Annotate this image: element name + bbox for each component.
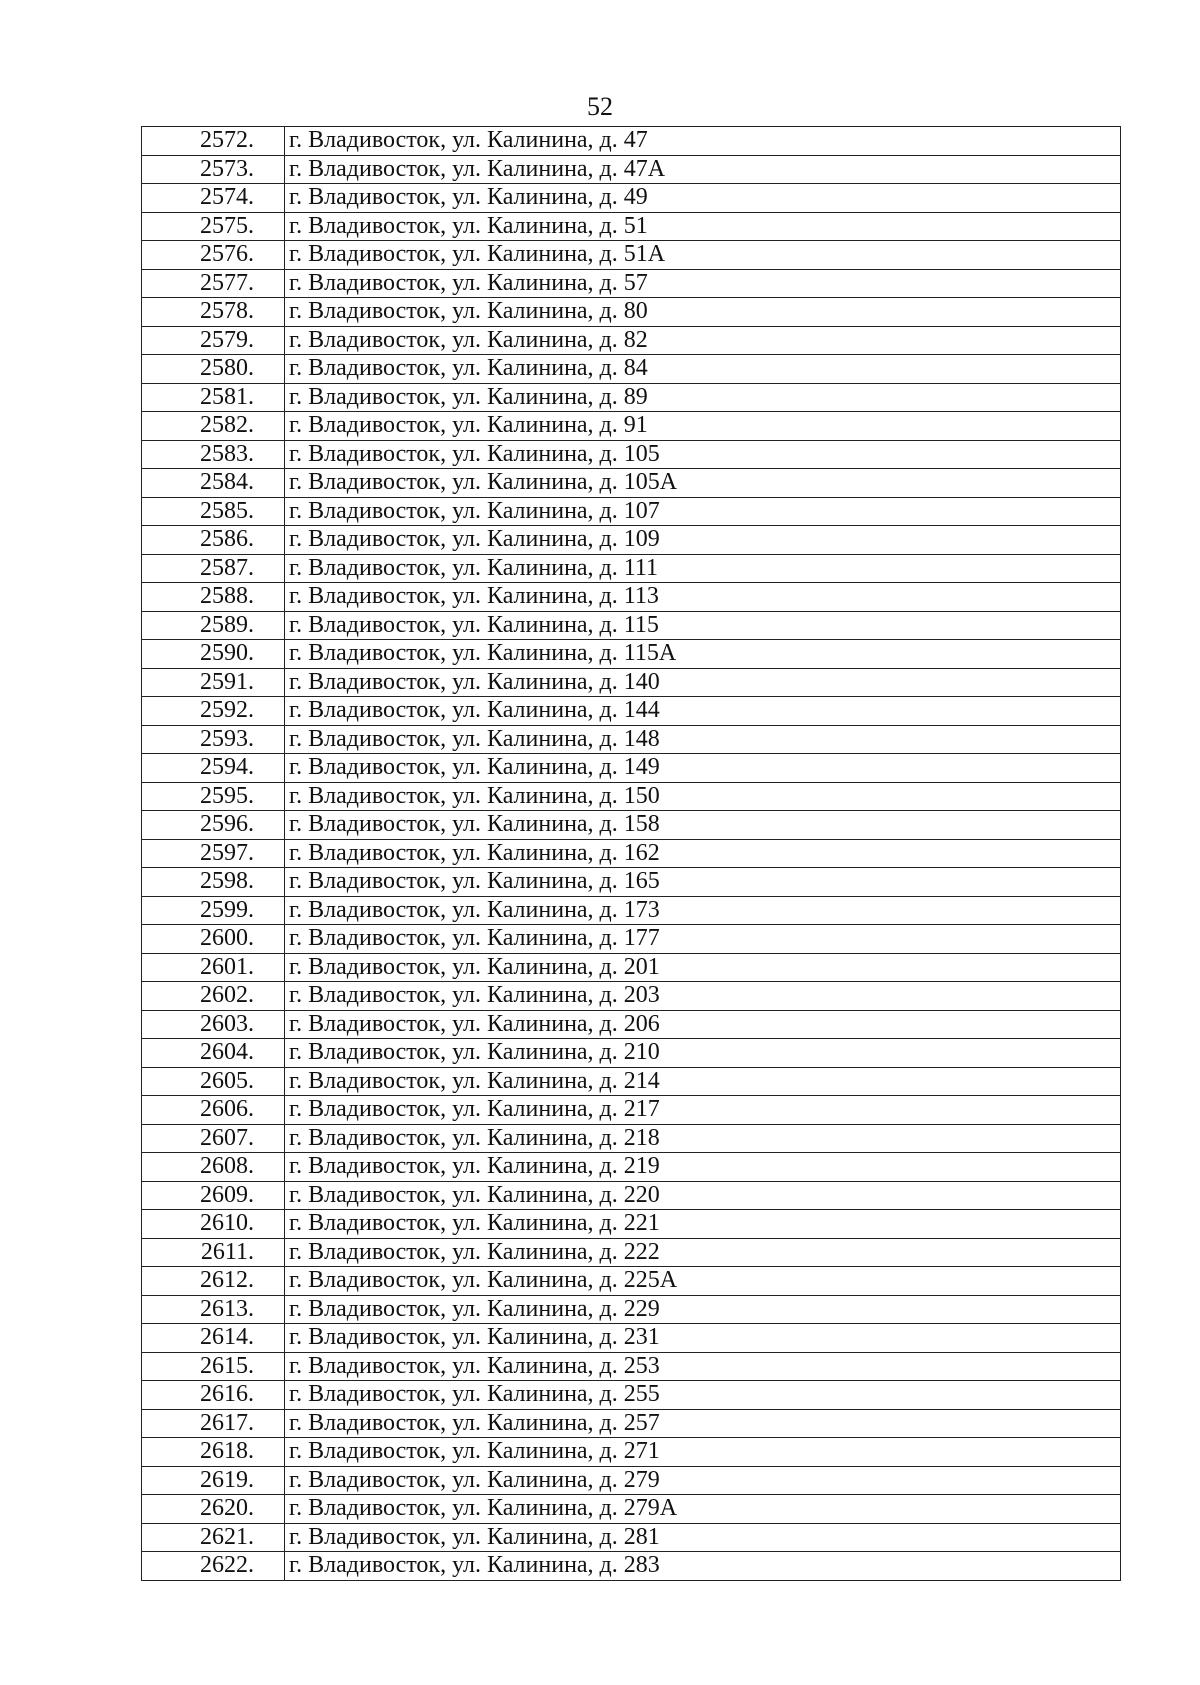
row-number: 2621. (142, 1523, 285, 1552)
row-number: 2622. (142, 1552, 285, 1581)
table-row (142, 640, 1121, 669)
table-row (142, 697, 1121, 726)
table-row (142, 127, 1121, 156)
row-number: 2580. (142, 355, 285, 384)
table-row (142, 1238, 1121, 1267)
row-number: 2583. (142, 440, 285, 469)
row-number: 2612. (142, 1267, 285, 1296)
table-row (142, 583, 1121, 612)
row-number: 2578. (142, 298, 285, 327)
row-number: 2620. (142, 1495, 285, 1524)
page-number: 52 (587, 92, 613, 121)
row-address: г. Владивосток, ул. Калинина, д. 148 (285, 725, 1121, 754)
row-address: г. Владивосток, ул. Калинина, д. 229 (285, 1295, 1121, 1324)
row-address: г. Владивосток, ул. Калинина, д. 80 (285, 298, 1121, 327)
table-row (142, 155, 1121, 184)
row-number: 2581. (142, 383, 285, 412)
row-number: 2615. (142, 1352, 285, 1381)
row-number: 2592. (142, 697, 285, 726)
row-number: 2589. (142, 611, 285, 640)
table-row (142, 982, 1121, 1011)
table-row (142, 668, 1121, 697)
table-row (142, 383, 1121, 412)
row-number: 2602. (142, 982, 285, 1011)
row-number: 2610. (142, 1210, 285, 1239)
row-number: 2606. (142, 1096, 285, 1125)
row-number: 2593. (142, 725, 285, 754)
table-row (142, 440, 1121, 469)
row-number: 2598. (142, 868, 285, 897)
row-number: 2586. (142, 526, 285, 555)
table-row (142, 1381, 1121, 1410)
table-row (142, 1523, 1121, 1552)
table-row (142, 754, 1121, 783)
row-address: г. Владивосток, ул. Калинина, д. 253 (285, 1352, 1121, 1381)
table-row (142, 1552, 1121, 1581)
row-number: 2601. (142, 953, 285, 982)
row-number: 2573. (142, 155, 285, 184)
row-number: 2575. (142, 212, 285, 241)
row-number: 2576. (142, 241, 285, 270)
row-number: 2595. (142, 782, 285, 811)
row-address: г. Владивосток, ул. Калинина, д. 231 (285, 1324, 1121, 1353)
table-row (142, 1096, 1121, 1125)
row-address: г. Владивосток, ул. Калинина, д. 105А (285, 469, 1121, 498)
row-address: г. Владивосток, ул. Калинина, д. 89 (285, 383, 1121, 412)
row-address: г. Владивосток, ул. Калинина, д. 271 (285, 1438, 1121, 1467)
table-row (142, 1010, 1121, 1039)
table-row (142, 1438, 1121, 1467)
row-address: г. Владивосток, ул. Калинина, д. 217 (285, 1096, 1121, 1125)
row-number: 2605. (142, 1067, 285, 1096)
row-number: 2616. (142, 1381, 285, 1410)
row-address: г. Владивосток, ул. Калинина, д. 279 (285, 1466, 1121, 1495)
table-row (142, 1181, 1121, 1210)
row-address: г. Владивосток, ул. Калинина, д. 150 (285, 782, 1121, 811)
table-row (142, 868, 1121, 897)
row-number: 2618. (142, 1438, 285, 1467)
row-address: г. Владивосток, ул. Калинина, д. 49 (285, 184, 1121, 213)
row-address: г. Владивосток, ул. Калинина, д. 257 (285, 1409, 1121, 1438)
table-row (142, 1210, 1121, 1239)
table-row (142, 611, 1121, 640)
row-address: г. Владивосток, ул. Калинина, д. 113 (285, 583, 1121, 612)
row-address: г. Владивосток, ул. Калинина, д. 165 (285, 868, 1121, 897)
table-row (142, 1153, 1121, 1182)
table-row (142, 1409, 1121, 1438)
row-address: г. Владивосток, ул. Калинина, д. 214 (285, 1067, 1121, 1096)
table-row (142, 269, 1121, 298)
row-address: г. Владивосток, ул. Калинина, д. 218 (285, 1124, 1121, 1153)
row-address: г. Владивосток, ул. Калинина, д. 222 (285, 1238, 1121, 1267)
row-address: г. Владивосток, ул. Калинина, д. 115 (285, 611, 1121, 640)
table-row (142, 839, 1121, 868)
table-row (142, 241, 1121, 270)
table-row (142, 1267, 1121, 1296)
table-row (142, 1039, 1121, 1068)
table-row (142, 355, 1121, 384)
row-address: г. Владивосток, ул. Калинина, д. 201 (285, 953, 1121, 982)
table-row (142, 412, 1121, 441)
row-number: 2597. (142, 839, 285, 868)
table-row (142, 497, 1121, 526)
table-row (142, 725, 1121, 754)
row-number: 2572. (142, 127, 285, 156)
row-address: г. Владивосток, ул. Калинина, д. 149 (285, 754, 1121, 783)
row-address: г. Владивосток, ул. Калинина, д. 84 (285, 355, 1121, 384)
row-number: 2582. (142, 412, 285, 441)
row-number: 2574. (142, 184, 285, 213)
row-address: г. Владивосток, ул. Калинина, д. 109 (285, 526, 1121, 555)
table-row (142, 953, 1121, 982)
row-number: 2577. (142, 269, 285, 298)
table-row (142, 1495, 1121, 1524)
table-row (142, 896, 1121, 925)
row-number: 2614. (142, 1324, 285, 1353)
table-row (142, 526, 1121, 555)
row-address: г. Владивосток, ул. Калинина, д. 105 (285, 440, 1121, 469)
table-row (142, 1324, 1121, 1353)
table-row (142, 925, 1121, 954)
row-address: г. Владивосток, ул. Калинина, д. 173 (285, 896, 1121, 925)
table-row (142, 1067, 1121, 1096)
table-row (142, 298, 1121, 327)
row-address: г. Владивосток, ул. Калинина, д. 82 (285, 326, 1121, 355)
row-address: г. Владивосток, ул. Калинина, д. 162 (285, 839, 1121, 868)
row-number: 2603. (142, 1010, 285, 1039)
table-row (142, 326, 1121, 355)
row-address: г. Владивосток, ул. Калинина, д. 91 (285, 412, 1121, 441)
row-number: 2600. (142, 925, 285, 954)
row-number: 2611. (142, 1238, 285, 1267)
row-address: г. Владивосток, ул. Калинина, д. 210 (285, 1039, 1121, 1068)
row-address: г. Владивосток, ул. Калинина, д. 111 (285, 554, 1121, 583)
row-address: г. Владивосток, ул. Калинина, д. 221 (285, 1210, 1121, 1239)
row-address: г. Владивосток, ул. Калинина, д. 158 (285, 811, 1121, 840)
table-row (142, 554, 1121, 583)
table-row (142, 1124, 1121, 1153)
row-address: г. Владивосток, ул. Калинина, д. 51 (285, 212, 1121, 241)
row-address: г. Владивосток, ул. Калинина, д. 115А (285, 640, 1121, 669)
row-address: г. Владивосток, ул. Калинина, д. 225А (285, 1267, 1121, 1296)
row-address: г. Владивосток, ул. Калинина, д. 206 (285, 1010, 1121, 1039)
row-number: 2599. (142, 896, 285, 925)
row-number: 2617. (142, 1409, 285, 1438)
table-row (142, 782, 1121, 811)
row-address: г. Владивосток, ул. Калинина, д. 144 (285, 697, 1121, 726)
row-number: 2588. (142, 583, 285, 612)
row-number: 2594. (142, 754, 285, 783)
row-address: г. Владивосток, ул. Калинина, д. 283 (285, 1552, 1121, 1581)
row-address: г. Владивосток, ул. Калинина, д. 47А (285, 155, 1121, 184)
address-table (141, 126, 1121, 1581)
row-number: 2584. (142, 469, 285, 498)
row-address: г. Владивосток, ул. Калинина, д. 255 (285, 1381, 1121, 1410)
address-table-body (142, 127, 1121, 1581)
row-number: 2608. (142, 1153, 285, 1182)
row-number: 2579. (142, 326, 285, 355)
row-address: г. Владивосток, ул. Калинина, д. 107 (285, 497, 1121, 526)
row-number: 2585. (142, 497, 285, 526)
table-row (142, 811, 1121, 840)
row-number: 2596. (142, 811, 285, 840)
row-number: 2587. (142, 554, 285, 583)
row-address: г. Владивосток, ул. Калинина, д. 279А (285, 1495, 1121, 1524)
table-row (142, 1352, 1121, 1381)
row-address: г. Владивосток, ул. Калинина, д. 177 (285, 925, 1121, 954)
row-address: г. Владивосток, ул. Калинина, д. 203 (285, 982, 1121, 1011)
table-row (142, 212, 1121, 241)
row-address: г. Владивосток, ул. Калинина, д. 281 (285, 1523, 1121, 1552)
row-number: 2619. (142, 1466, 285, 1495)
row-number: 2607. (142, 1124, 285, 1153)
row-address: г. Владивосток, ул. Калинина, д. 219 (285, 1153, 1121, 1182)
row-number: 2609. (142, 1181, 285, 1210)
row-address: г. Владивосток, ул. Калинина, д. 57 (285, 269, 1121, 298)
row-address: г. Владивосток, ул. Калинина, д. 47 (285, 127, 1121, 156)
table-row (142, 1466, 1121, 1495)
table-row (142, 1295, 1121, 1324)
row-address: г. Владивосток, ул. Калинина, д. 51А (285, 241, 1121, 270)
table-row (142, 184, 1121, 213)
row-number: 2590. (142, 640, 285, 669)
row-address: г. Владивосток, ул. Калинина, д. 220 (285, 1181, 1121, 1210)
row-number: 2591. (142, 668, 285, 697)
table-row (142, 469, 1121, 498)
row-number: 2613. (142, 1295, 285, 1324)
row-address: г. Владивосток, ул. Калинина, д. 140 (285, 668, 1121, 697)
row-number: 2604. (142, 1039, 285, 1068)
